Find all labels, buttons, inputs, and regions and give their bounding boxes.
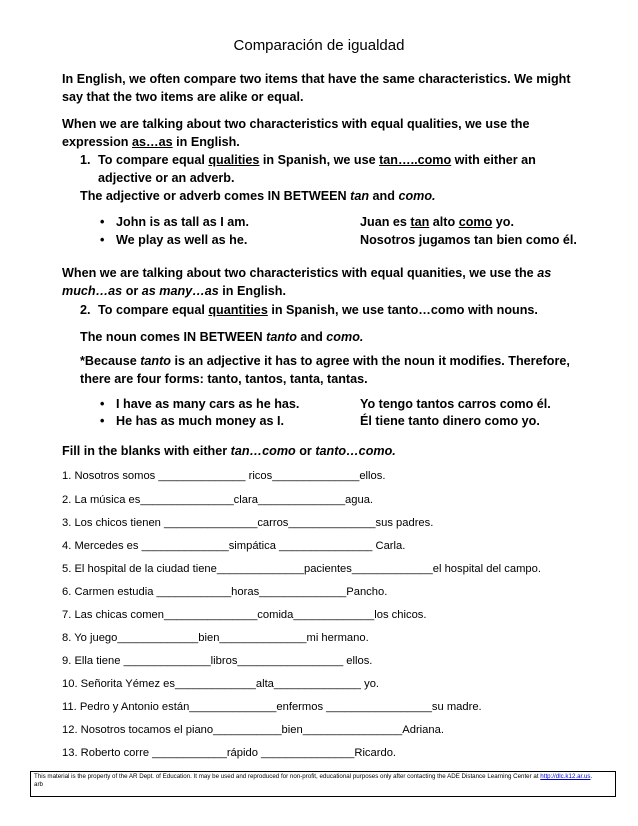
text-span: To compare equal [98, 303, 209, 317]
text-span: He has as much money as I. [116, 414, 284, 428]
text-span: and [369, 189, 399, 203]
quantities-line-2 [62, 282, 551, 300]
text-span: The noun comes IN BETWEEN [80, 330, 267, 344]
exercise-13: 13. Roberto corre ____________rápido _______________Ricardo. [62, 747, 397, 759]
example-3-es: Yo tengo tantos carros como él. [360, 397, 551, 411]
text-span: yo. [492, 215, 514, 229]
example-2-en [100, 231, 247, 249]
page-title: Comparación de igualdad [233, 37, 405, 54]
exercise-12: 12. Nosotros tocamos el piano___________bien________________Adriana. [62, 724, 444, 736]
text-span: or [295, 444, 316, 458]
text-span: in Spanish, we use [259, 153, 380, 167]
text-span: When we are talking about two characteristics with equal quanities, we use the [62, 266, 538, 280]
qualities-line-1: When we are talking about two characteristics with equal qualities, we use the [62, 117, 530, 131]
text-span: We play as well as he. [116, 233, 248, 247]
example-2-es: Nosotros jugamos tan bien como él. [360, 233, 577, 247]
because-note [80, 352, 570, 388]
como-word: como. [398, 189, 436, 203]
text-span: in English. [218, 284, 286, 298]
rule-1-line-2: adjective or an adverb. [98, 171, 235, 185]
exercise-4: 4. Mercedes es ______________simpática _______________ Carla. [62, 540, 406, 552]
como-word: como. [326, 330, 364, 344]
example-3-en [100, 395, 299, 413]
qualities-line-2 [62, 133, 529, 151]
intro-line-2: say that the two items are alike or equal. [62, 90, 304, 104]
quantities-paragraph [62, 264, 551, 300]
exercise-6: 6. Carmen estudia ____________horas______________Pancho. [62, 586, 388, 598]
bullet-icon: • [100, 215, 105, 229]
rule-1-line-1 [80, 151, 536, 169]
text-span: in Spanish, we use tanto…como with nouns. [267, 303, 538, 317]
text-span: Juan es [360, 215, 411, 229]
tanto-word: tanto [266, 330, 297, 344]
rule-2 [80, 301, 538, 319]
footer-line-1 [34, 773, 612, 781]
intro-line-1: In English, we often compare two items that have the same characteristics. We might [62, 72, 571, 86]
bullet-icon: • [100, 397, 105, 411]
adjective-note [80, 187, 436, 205]
because-line-1 [80, 352, 570, 370]
text-span: . [590, 773, 593, 780]
exercise-2: 2. La música es_______________clara______________agua. [62, 494, 374, 506]
text-span: The adjective or adverb comes IN BETWEEN [80, 189, 351, 203]
as-word: as [537, 266, 552, 280]
qualities-term: qualities [208, 153, 260, 167]
exercise-9: 9. Ella tiene ______________libros_________________ ellos. [62, 655, 373, 667]
text-span: Fill in the blanks with either [62, 444, 231, 458]
tan-como-term: tan…como [230, 444, 296, 458]
exercise-7: 7. Las chicas comen_______________comida_____________los chicos. [62, 609, 427, 621]
tanto-como-term: tanto…como. [315, 444, 396, 458]
text-span: expression [62, 135, 132, 149]
copyright-footer [30, 771, 616, 797]
example-1-es [360, 213, 514, 231]
dlc-link[interactable]: http://dlc.k12.ar.us [540, 773, 591, 780]
noun-note [80, 328, 363, 346]
como-word: como [458, 215, 493, 229]
much-as-term: much…as [62, 284, 123, 298]
text-span: is an adjective it has to agree with the noun it modifies. Therefore, [171, 354, 570, 368]
exercise-5: 5. El hospital de la ciudad tiene______________pacientes_____________el hospital del campo. [62, 563, 541, 575]
rule-1-number: 1. [80, 153, 91, 167]
exercise-1: 1. Nosotros somos ______________ ricos______________ellos. [62, 470, 386, 482]
rule-2-number: 2. [80, 303, 91, 317]
bullet-icon: • [100, 414, 105, 428]
text-span: alto [429, 215, 459, 229]
tan-como-term: tan…..como [379, 153, 452, 167]
intro-paragraph [62, 70, 571, 106]
text-span: with either an [451, 153, 536, 167]
text-span: I have as many cars as he has. [116, 397, 300, 411]
qualities-paragraph [62, 115, 529, 151]
bullet-icon: • [100, 233, 105, 247]
example-4-es: Él tiene tanto dinero como yo. [360, 414, 540, 428]
text-span: in English. [172, 135, 240, 149]
quantities-line-1 [62, 264, 551, 282]
text-span: John is as tall as I am. [116, 215, 249, 229]
exercise-3: 3. Los chicos tienen _______________carros______________sus padres. [62, 517, 434, 529]
rule-1 [80, 151, 536, 187]
as-as-term: as…as [132, 135, 173, 149]
text-span: *Because [80, 354, 141, 368]
footer-text: This material is the property of the AR Dept. of Education. It may be used and reproduced for non-profit, educational purposes only after contacting the ADE Distance Learning Center at [34, 773, 541, 780]
because-line-2: there are four forms: tanto, tantos, tanta, tantas. [80, 372, 368, 386]
exercise-10: 10. Señorita Yémez es_____________alta______________ yo. [62, 678, 380, 690]
many-as-term: as many…as [141, 284, 219, 298]
tan-word: tan [350, 189, 370, 203]
fill-heading [62, 442, 396, 460]
text-span: To compare equal [98, 153, 209, 167]
tan-word: tan [410, 215, 430, 229]
example-1-en [100, 213, 249, 231]
footer-line-2: arb [34, 781, 43, 788]
text-span: or [122, 284, 142, 298]
exercise-8: 8. Yo juego_____________bien______________mi hermano. [62, 632, 369, 644]
text-span: and [296, 330, 327, 344]
example-4-en [100, 412, 284, 430]
exercise-11: 11. Pedro y Antonio están______________enfermos _________________su madre. [62, 701, 482, 713]
quantities-term: quantities [208, 303, 268, 317]
tanto-word: tanto [140, 354, 171, 368]
